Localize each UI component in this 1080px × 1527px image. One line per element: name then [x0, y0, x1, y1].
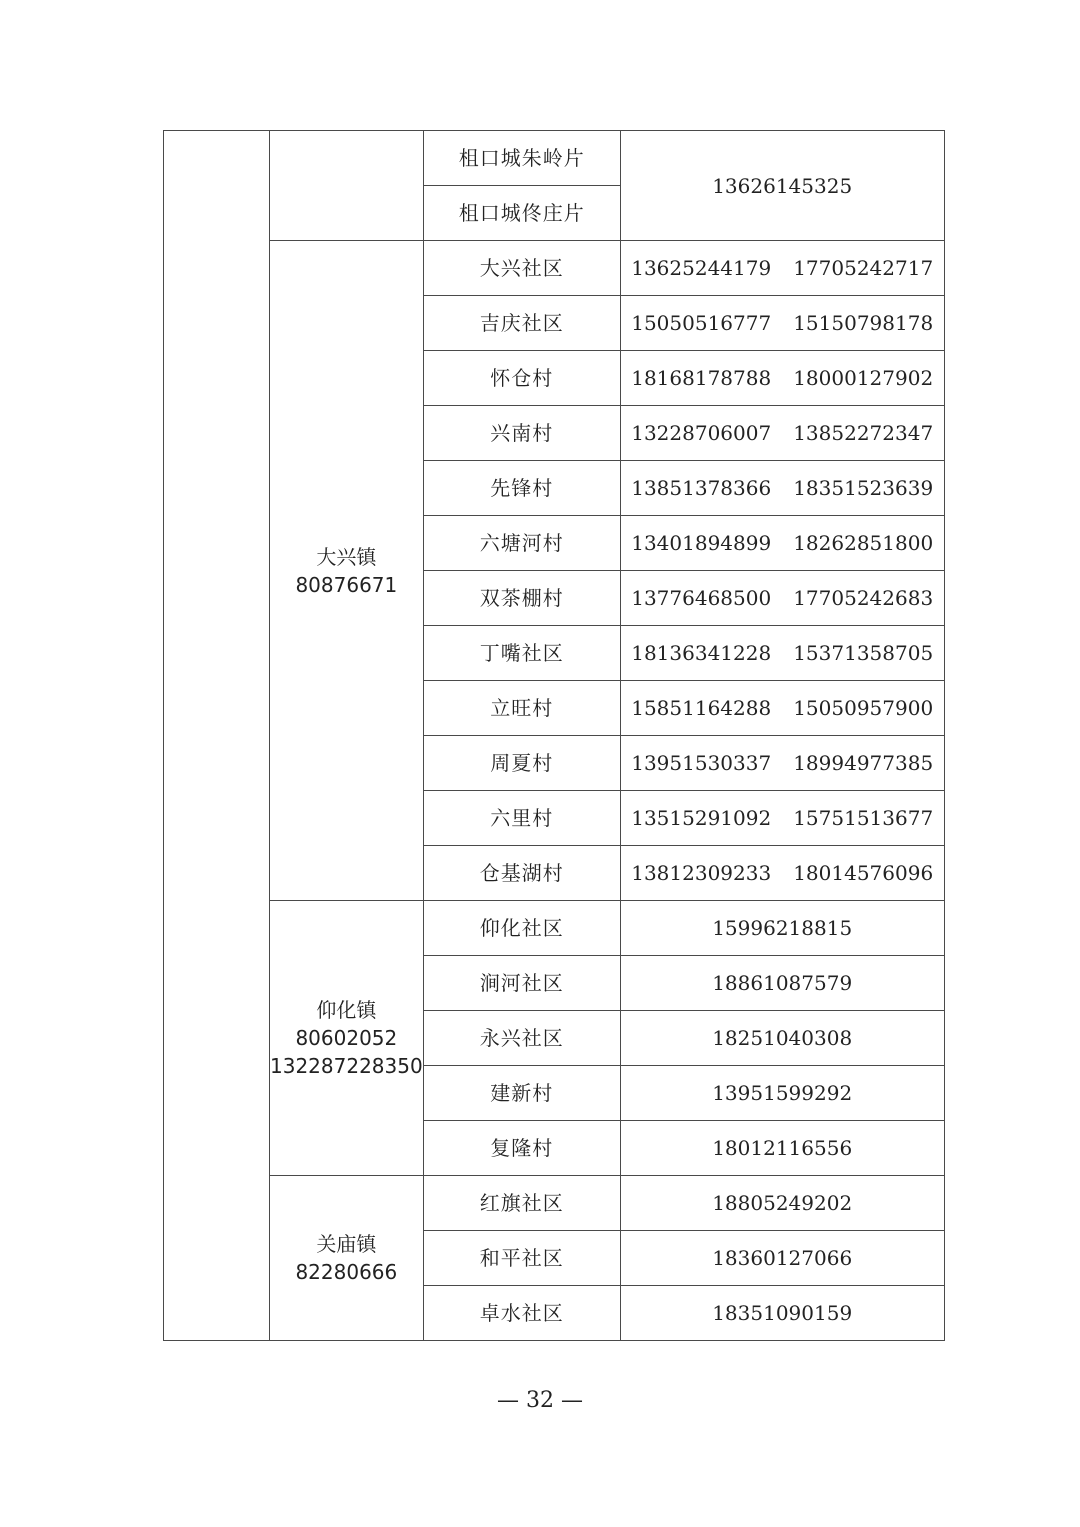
village-name: 永兴社区 — [423, 1011, 620, 1066]
phone-number: 18360127066 — [712, 1246, 853, 1270]
village-phone — [620, 241, 944, 296]
phone-number: 18168178788 — [631, 366, 772, 390]
phone-number: 13401894899 — [631, 531, 772, 555]
phone-number: 15996218815 — [712, 916, 853, 940]
village-name: 复隆村 — [423, 1121, 620, 1176]
phone-number: 13625244179 — [631, 256, 772, 280]
town-name: 关庙镇 — [316, 1232, 377, 1256]
village-phone — [620, 956, 944, 1011]
phone-number: 18351090159 — [712, 1301, 853, 1325]
village-phone — [620, 626, 944, 681]
village-name: 先锋村 — [423, 461, 620, 516]
phone-number: 13776468500 — [631, 586, 772, 610]
village-name: 仓基湖村 — [423, 846, 620, 901]
phone-number: 18014576096 — [793, 861, 934, 885]
village-name: 双茶棚村 — [423, 571, 620, 626]
village-name: 大兴社区 — [423, 241, 620, 296]
table-row — [164, 131, 945, 186]
table-row — [164, 1176, 945, 1231]
phone-number: 18351523639 — [793, 476, 934, 500]
phone-number: 18000127902 — [793, 366, 934, 390]
phone-number: 13852272347 — [793, 421, 934, 445]
village-name: 六里村 — [423, 791, 620, 846]
phone-number: 13951599292 — [712, 1081, 853, 1105]
phone-number: 18136341228 — [631, 641, 772, 665]
village-phone — [620, 406, 944, 461]
phone-number: 15150798178 — [793, 311, 934, 335]
phone-number: 13951530337 — [631, 751, 772, 775]
town-phone: 82280666 — [295, 1260, 398, 1284]
village-name: 周夏村 — [423, 736, 620, 791]
town-name: 大兴镇 — [316, 544, 377, 569]
village-name: 红旗社区 — [423, 1176, 620, 1231]
village-phone — [620, 791, 944, 846]
phone-number: 15851164288 — [631, 696, 772, 720]
village-phone — [620, 681, 944, 736]
village-phone — [620, 1231, 944, 1286]
village-phone — [620, 1066, 944, 1121]
table-row — [164, 901, 945, 956]
village-name: 和平社区 — [423, 1231, 620, 1286]
phone-number: 15751513677 — [793, 806, 934, 830]
town-cell — [270, 1176, 424, 1341]
phone-number: 18994977385 — [793, 751, 934, 775]
village-phone — [620, 846, 944, 901]
phone-number: 15371358705 — [793, 641, 934, 665]
phone-number: 18251040308 — [712, 1026, 853, 1050]
town-name: 仰化镇 — [316, 998, 377, 1022]
page-number: — 32 — — [497, 1388, 583, 1413]
village-name: 柤口城朱岭片 — [423, 131, 620, 186]
village-name: 涧河社区 — [423, 956, 620, 1011]
village-phone — [620, 736, 944, 791]
contact-table — [163, 130, 945, 1341]
village-phone — [620, 1011, 944, 1066]
town-phone: 80602052 — [295, 1026, 398, 1050]
village-phone: 13626145325 — [620, 131, 944, 241]
village-name: 六塘河村 — [423, 516, 620, 571]
table-row — [164, 241, 945, 296]
phone-number: 18805249202 — [712, 1191, 853, 1215]
village-phone — [620, 461, 944, 516]
village-phone — [620, 351, 944, 406]
village-name: 建新村 — [423, 1066, 620, 1121]
village-phone — [620, 571, 944, 626]
phone-number: 17705242717 — [793, 256, 934, 280]
phone-number: 13228706007 — [631, 421, 772, 445]
village-phone — [620, 1176, 944, 1231]
village-phone — [620, 901, 944, 956]
phone-number: 13515291092 — [631, 806, 772, 830]
phone-number: 17705242683 — [793, 586, 934, 610]
phone-number: 18861087579 — [712, 971, 853, 995]
phone-number: 13851378366 — [631, 476, 772, 500]
phone-number: 15050516777 — [631, 311, 772, 335]
phone-number: 15050957900 — [793, 696, 934, 720]
village-name: 柤口城佟庄片 — [423, 186, 620, 241]
village-phone — [620, 516, 944, 571]
town-cell — [270, 901, 424, 1176]
village-name: 怀仓村 — [423, 351, 620, 406]
phone-number: 18262851800 — [793, 531, 934, 555]
village-name: 兴南村 — [423, 406, 620, 461]
village-name: 丁嘴社区 — [423, 626, 620, 681]
village-name: 仰化社区 — [423, 901, 620, 956]
town-phone: 80876671 — [295, 572, 398, 597]
village-name: 卓水社区 — [423, 1286, 620, 1341]
town-cell — [270, 131, 424, 241]
village-name: 吉庆社区 — [423, 296, 620, 351]
village-name: 立旺村 — [423, 681, 620, 736]
phone-number: 13812309233 — [631, 861, 772, 885]
county-cell — [164, 131, 270, 1341]
town-phone: 132287228350 — [270, 1054, 423, 1078]
phone-number: 18012116556 — [712, 1136, 853, 1160]
village-phone — [620, 1121, 944, 1176]
town-cell — [270, 241, 424, 901]
village-phone — [620, 1286, 944, 1341]
village-phone — [620, 296, 944, 351]
